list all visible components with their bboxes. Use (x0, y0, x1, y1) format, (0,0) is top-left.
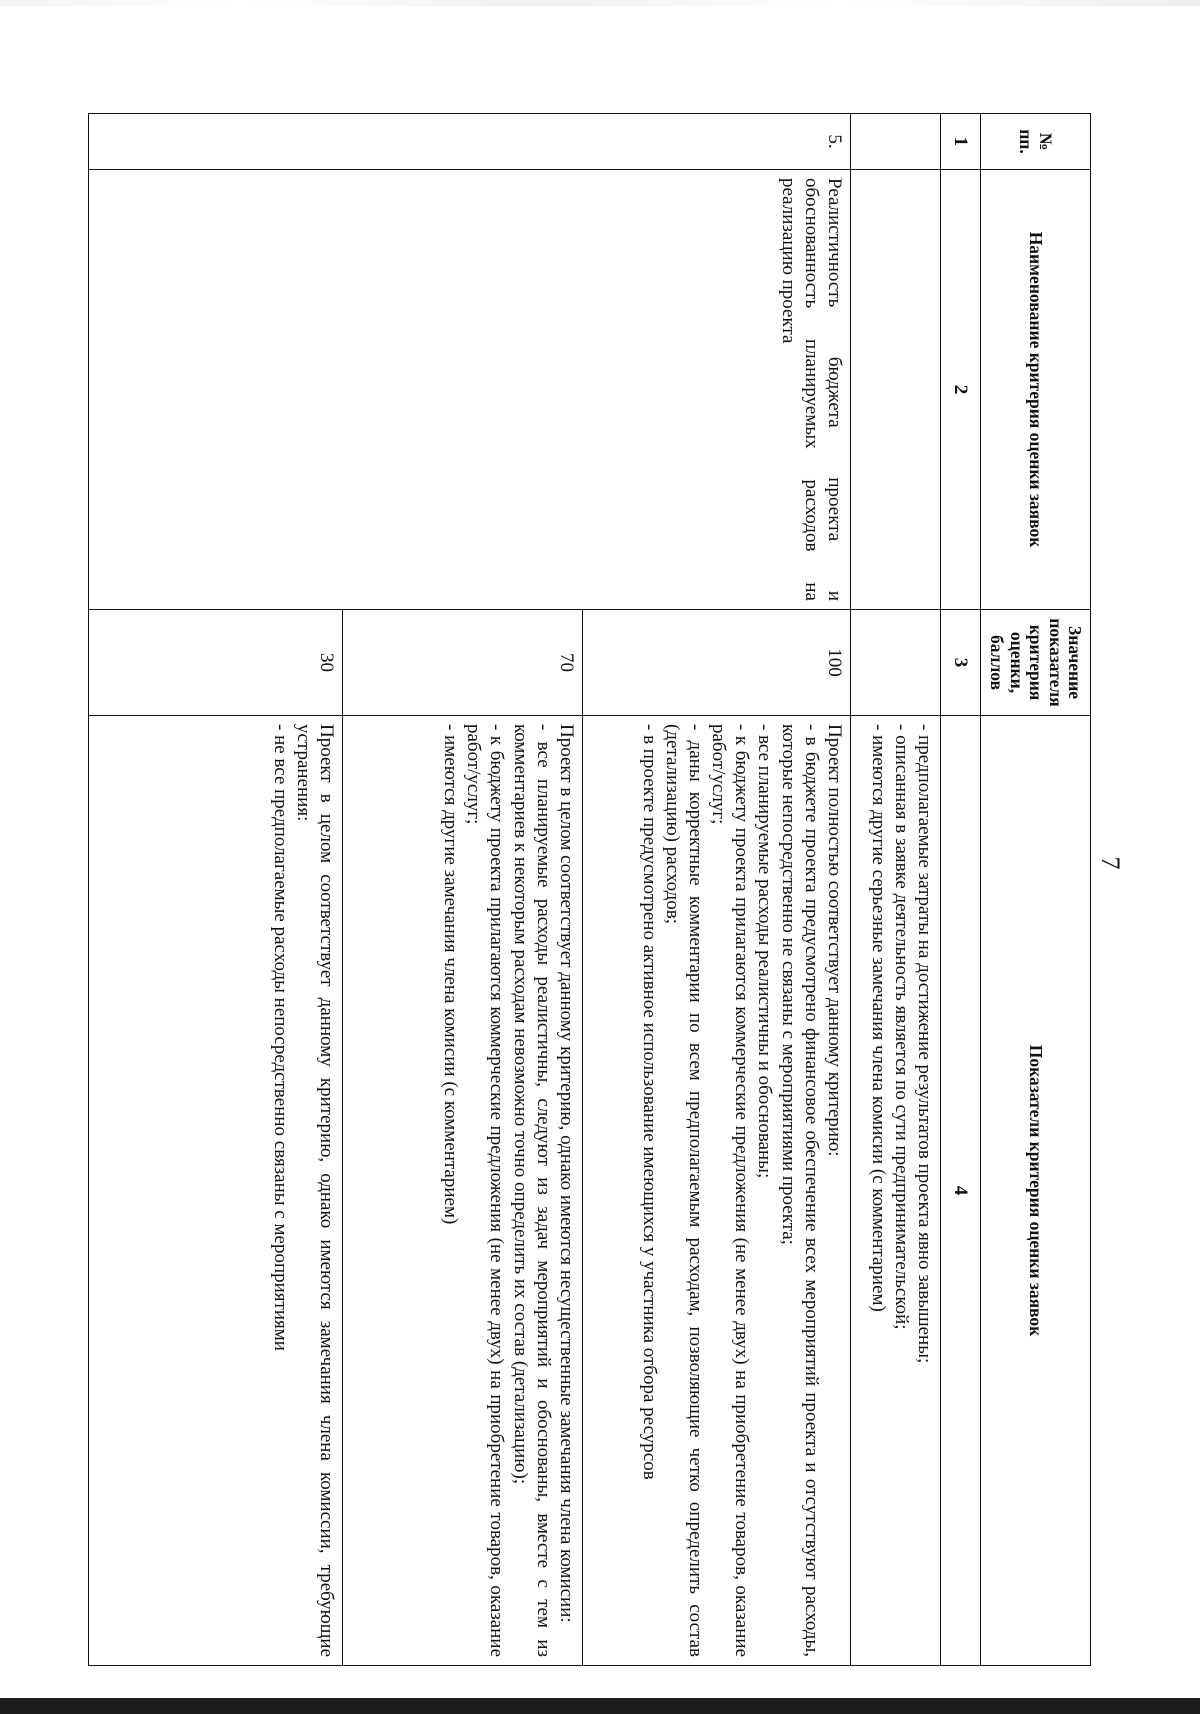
score-value: 70 (343, 610, 583, 716)
column-number: 4 (941, 716, 981, 1666)
criterion-name: Реалистичность бюджета проекта и обоснованность планируемых расходов на реализацию проекта (89, 170, 851, 610)
column-number: 1 (941, 114, 981, 170)
indicators-cell (343, 716, 583, 1666)
row-num: 5. (89, 114, 851, 170)
header-criterion-name: Наименование критерия оценки заявок (981, 170, 1091, 610)
rotated-table-container (89, 113, 1091, 1665)
column-number: 3 (941, 610, 981, 716)
indicator-line: - в бюджете проекта предусмотрено финансовое обеспечение всех мероприятий проекта и отсутствуют расходы, которые непосредственно не связаны с мероприятиями проекта; (777, 724, 822, 1657)
table-row (851, 114, 941, 1666)
table-header-row (981, 114, 1091, 1666)
row-num (851, 114, 941, 170)
scan-top-edge (0, 0, 1200, 6)
indicators-cell (583, 716, 851, 1666)
indicators-cell (89, 716, 343, 1666)
indicator-line: - все планируемые расходы реалистичны, следуют из задач мероприятий и обоснованы, вместе с тем из комментариев к некоторым расходам невозможно точно определить их состав (детализацию); (509, 724, 554, 1657)
header-num: № пп. (981, 114, 1091, 170)
indicator-line: - имеются другие серьезные замечания члена комисии (с комментарием) (867, 724, 889, 1312)
column-number-row (941, 114, 981, 1666)
column-number: 2 (941, 170, 981, 610)
indicator-line: - не все предполагаемые расходы непосредственно связаны с мероприятиями (269, 724, 291, 1351)
indicators-cell (851, 716, 941, 1666)
indicator-line: - предполагаемые затраты на достижение результатов проекта явно завышены; (914, 724, 935, 1364)
indicator-line: Проект в целом соответствует данному критерию, однако имеются несущественные замечания члена комисии: (556, 724, 577, 1623)
indicator-line: - все планируемые расходы реалистичны и обоснованы; (754, 724, 776, 1179)
indicator-line: Проект полностью соответствует данному критерию: (824, 724, 845, 1157)
page-number: 7 (1096, 856, 1125, 870)
score-value: 30 (89, 610, 343, 716)
indicator-line: - описанная в заявке деятельность является по сути предпринимательской; (890, 724, 912, 1330)
indicator-line: - даны корректные комментарии по всем предполагаемым расходам, позволяющие четко определить состав (детализацию) расходов; (661, 724, 706, 1657)
score-value: 100 (583, 610, 851, 716)
scan-bottom-edge (0, 1698, 1200, 1714)
indicator-line: - к бюджету проекта прилагаются коммерческие предложения (не менее двух) на приобретение товаров, оказание работ/услуг; (708, 724, 753, 1657)
indicator-line: Проект в целом соответствует данному критерию, однако имеются замечания члена комиссии, требующие устранения: (292, 724, 337, 1657)
header-indicators: Показатели критерия оценки заявок (981, 716, 1091, 1666)
header-score: Значение показателя критерия оценки, баллов (981, 610, 1091, 716)
score-value (851, 610, 941, 716)
indicator-line: - имеются другие замечания члена комисии (с комментарием) (440, 724, 462, 1225)
table-row (583, 114, 851, 1666)
indicator-line: - в проекте предусмотрено активное использование имеющихся у участника отбора ресурсов (638, 724, 660, 1480)
indicator-line: - к бюджету проекта прилагаются коммерческие предложения (не менее двух) на приобретение товаров, оказание работ/услуг; (463, 724, 508, 1657)
criteria-table (88, 113, 1091, 1666)
criterion-name (851, 170, 941, 610)
